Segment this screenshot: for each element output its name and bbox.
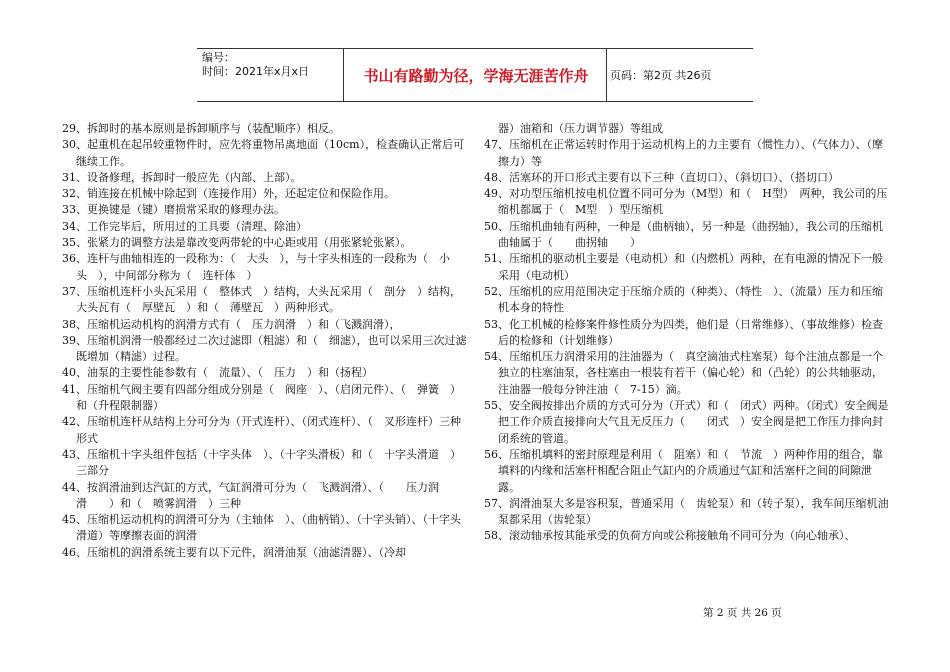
right-column xyxy=(484,121,892,545)
question-item: 53、化工机械的检修案件修性质分为四类，他们是（日常维修）、（事故维修）检查后的检修和（计划维修） xyxy=(484,317,883,347)
question-item: 50、压缩机曲轴有两种，一种是（曲柄轴），另一种是（曲拐轴），我公司的压缩机曲轴属于（ 曲拐轴 ） xyxy=(484,219,883,250)
question-item: 57、润滑油泵大多是容积泵，普通采用（ 齿轮泵）和（转子泵），我车间压缩机油泵都采用（齿轮泵） xyxy=(484,496,889,527)
left-column xyxy=(62,121,470,561)
question-item: 54、压缩机压力润滑采用的注油器为（ 真空滴油式柱塞泵）每个注油点都是一个独立的柱塞油泵，各柱塞由一根装有若干（偏心轮）和（凸轮）的公共轴驱动，注油器一般每分钟注油（ 7-15）滴。 xyxy=(484,350,883,396)
question-item: 42、压缩机连杆从结构上分可分为（开式连杆）、（闭式连杆）、（ 叉形连杆）三种形式 xyxy=(62,415,461,445)
question-item: 器）油箱和（压力调节器）等组成 xyxy=(498,122,663,135)
question-item: 33、更换键是（键）磨损常采取的修理办法。 xyxy=(62,203,285,217)
page-footer: 第 2 页 共 26 页 xyxy=(703,607,782,619)
question-item: 45、压缩机运动机构的润滑可分为（主轴体 ）、（曲柄销）、（十字头销）、（十字头滑道）等摩擦表面的润滑 xyxy=(62,513,461,543)
question-item: 34、工作完毕后，所用过的工具要（清理、除油） xyxy=(62,219,307,233)
question-item: 58、滚动轴承按其能承受的负荷方向或公称接触角不同可分为（向心轴承）、 xyxy=(484,529,856,543)
question-item: 37、压缩机连杆小头瓦采用（ 整体式 ）结构，大头瓦采用（ 剖分 ）结构，大头瓦有（ 厚壁瓦 ）和（ 薄壁瓦 ）两种形式。 xyxy=(62,284,461,315)
question-item: 44、按润滑油到达汽缸的方式，气缸润滑可分为（ 飞溅润滑）、（ 压力润滑 ）和（ 喷雾润滑 ）三种 xyxy=(62,480,439,510)
question-item: 51、压缩机的驱动机主要是（电动机）和（内燃机）两种，在有电源的情况下一般采用（电动机） xyxy=(484,252,883,282)
question-item: 56、压缩机填料的密封原理是利用（ 阻塞）和（ 节流 ）两种作用的组合，靠填料的内缘和活塞杆相配合阻止气缸内的介质通过气缸和活塞杆之间的间隙泄露。 xyxy=(484,447,883,494)
question-item: 29、拆卸时的基本原则是拆卸顺序与（装配顺序）相反。 xyxy=(62,122,340,135)
question-item: 48、活塞环的开口形式主要有以下三种（直切口）、（斜切口）、（搭切口） xyxy=(484,170,839,184)
question-item: 43、压缩机十字头组件包括（十字头体 ）、（十字头滑板）和（ 十字头滑道 ）三部分 xyxy=(62,447,461,478)
question-item: 39、压缩机润滑一般都经过二次过滤即（粗滤）和（ 细滤），也可以采用三次过滤既增加（精滤）过程。 xyxy=(62,333,467,364)
question-item: 31、设备修理，拆卸时一般应先（内部、上部）。 xyxy=(62,170,302,184)
question-item: 40、油泵的主要性能参数有（ 流量）、（ 压力 ）和（扬程） xyxy=(62,366,373,380)
question-item: 36、连杆与曲轴相连的一段称为：（ 大头 ），与十字头相连的一段称为（ 小头 ），中间部分称为（ 连杆体 ） xyxy=(62,252,450,282)
header-divider xyxy=(343,49,344,101)
question-item: 32、销连接在机械中除起到（连接作用）外，还起定位和保险作用。 xyxy=(62,187,395,201)
header-meta xyxy=(202,51,309,79)
header-page-number: 页码：第2页 共26页 xyxy=(610,69,712,82)
question-item: 55、安全阀按排出介质的方式可分为（开式）和（ 闭式）两种。（闭式）安全阀是把工作介质直接排向大气且无反压力（ 闭式 ）安全阀是把工作压力排向封闭系统的管道。 xyxy=(484,399,889,445)
question-item: 52、压缩机的应用范围决定于压缩介质的（种类）、（特性 ）、（流量）压力和压缩机本身的特性 xyxy=(484,284,883,315)
question-item: 49、对功型压缩机按电机位置不同可分为（M型）和（ H型） 两种，我公司的压缩机都属于（ M型 ）型压缩机 xyxy=(484,187,888,217)
question-item: 35、张紧力的调整方法是靠改变两带轮的中心距或用（用张紧轮张紧）。 xyxy=(62,236,412,250)
header-divider xyxy=(606,49,607,101)
question-item: 30、起重机在起吊较重物件时，应先将重物吊离地面（10cm），检查确认正常后可继续工作。 xyxy=(62,138,465,168)
time-label: 时间：2021年x月x日 xyxy=(202,65,310,78)
number-label: 编号： xyxy=(202,51,235,64)
question-item: 47、压缩机在正常运转时作用于运动机构上的力主要有（惯性力）、（气体力）、（摩擦力）等 xyxy=(484,138,883,168)
header-motto: 书山有路勤为径，学海无涯苦作舟 xyxy=(363,67,589,85)
question-item: 46、压缩机的润滑系统主要有以下元件，润滑油泵（油滤清器）、（冷却 xyxy=(62,545,406,559)
page-header xyxy=(197,48,753,102)
question-item: 41、压缩机气阀主要有四部分组成分别是（ 阀座 ）、（启闭元件）、（ 弹簧 ）和（升程限制器） xyxy=(62,382,461,413)
question-item: 38、压缩机运动机构的润滑方式有（ 压力润滑 ）和（飞溅润滑）， xyxy=(62,317,401,331)
